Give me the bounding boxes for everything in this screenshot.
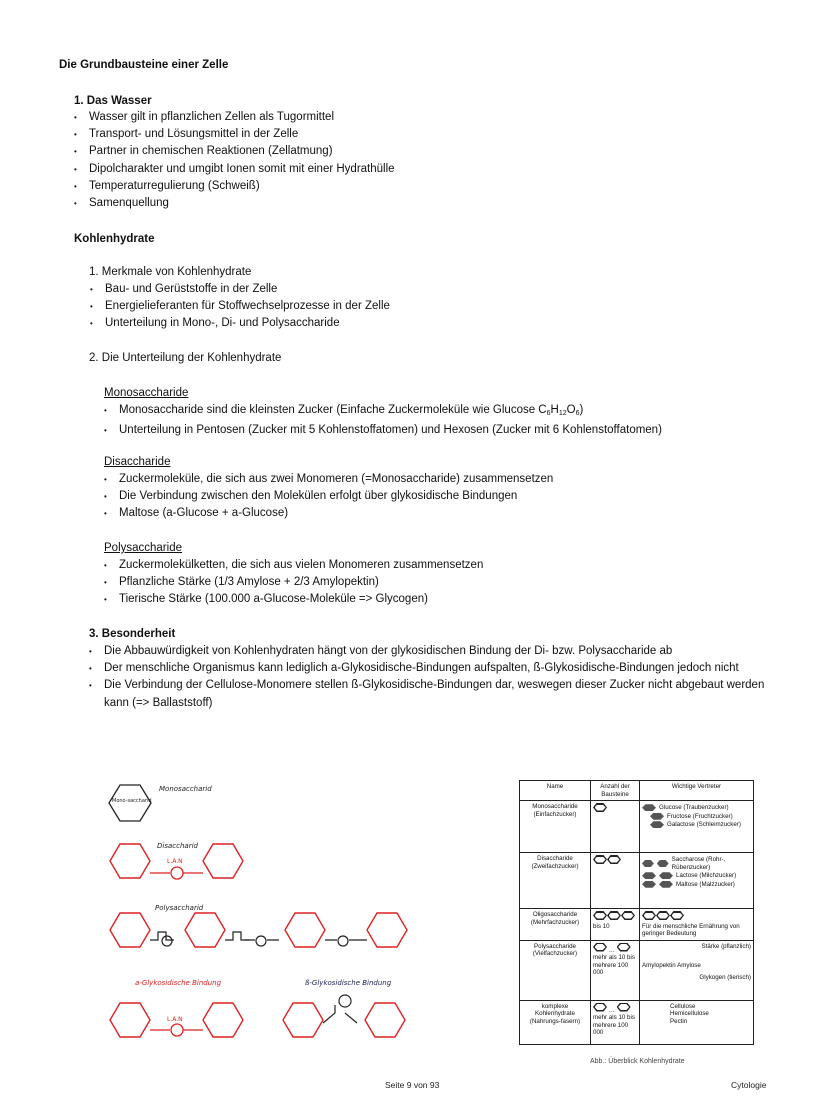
list-item: • Bau- und Gerüststoffe in der Zelle [89, 281, 390, 298]
list-item: • Wasser gilt in pflanzlichen Zellen als Tugormittel [73, 109, 395, 126]
row-name: Disaccharide (Zweifachzucker) [520, 853, 591, 909]
di-list [103, 471, 553, 523]
hexagon-icon [593, 911, 607, 920]
besonderheit-list [88, 643, 768, 712]
kohlenhydrate-heading: Kohlenhydrate [74, 233, 155, 245]
table-row [520, 940, 754, 1000]
row-reps: Saccharose (Rohr-, Rübenzucker) Lactose (Milchzucker) Maltose (Malzzucker) [640, 853, 754, 909]
list-item: • Transport- und Lösungsmittel in der Zelle [73, 126, 395, 143]
list-item: • Energielieferanten für Stoffwechselprozesse in der Zelle [89, 298, 390, 315]
table-row [520, 1000, 754, 1044]
hexagon-icon [607, 911, 621, 920]
row-name: Polysaccharide (Vielfachzucker) [520, 940, 591, 1000]
list-item: • Unterteilung in Mono-, Di- und Polysaccharide [89, 315, 390, 332]
page-title: Die Grundbausteine einer Zelle [59, 59, 229, 71]
di-label: Disaccharid [157, 842, 198, 850]
hexagon-icon [657, 860, 669, 867]
alpha-bond-label: L.A.N [167, 1016, 183, 1023]
table-header: Anzahl der Bausteine [591, 781, 640, 801]
row-count [591, 801, 640, 853]
table-row [520, 909, 754, 941]
hexagon-icon [642, 911, 656, 920]
list-item: • Partner in chemischen Reaktionen (Zellatmung) [73, 143, 395, 160]
row-name: Oligosaccharide (Mehrfachzucker) [520, 909, 591, 941]
list-item: • Tierische Stärke (100.000 a-Glucose-Moleküle => Glycogen) [103, 591, 483, 608]
hexagon-icon [593, 855, 607, 864]
poly-label: Polysaccharid [155, 904, 204, 912]
list-item: • Die Verbindung zwischen den Molekülen erfolgt über glykosidische Bindungen [103, 488, 553, 505]
hexagon-icon [656, 911, 670, 920]
list-item: • Unterteilung in Pentosen (Zucker mit 5 Kohlenstoffatomen) und Hexosen (Zucker mit 6 Kohlenstoffatomen) [103, 422, 662, 439]
hexagon-icon [642, 804, 656, 811]
hexagon-icon [642, 872, 656, 879]
hexagon-icon [650, 821, 664, 828]
list-item: • Maltose (a-Glucose + a-Glucose) [103, 505, 553, 522]
table-row [520, 801, 754, 853]
hexagon-icon [642, 881, 656, 888]
section-label: Cytologie [731, 1080, 767, 1090]
mono-label: Monosaccharid [159, 785, 212, 793]
poly-heading: Polysaccharide [104, 542, 182, 554]
beta-label: ß-Glykosidische Bindung [305, 979, 392, 987]
list-item: • Pflanzliche Stärke (1/3 Amylose + 2/3 Amylopektin) [103, 574, 483, 591]
list-item: • Zuckermolekülketten, die sich aus vielen Monomeren zusammensetzen [103, 557, 483, 574]
hexagon-icon [607, 855, 621, 864]
poly-list [103, 557, 483, 609]
row-count: … mehr als 10 bis mehrere 100 000 [591, 1000, 640, 1044]
row-reps: Stärke (pflanzlich) Amylopektin Amylose Glykogen (tierisch) [640, 940, 754, 1000]
hexagon-icon [593, 943, 607, 952]
hexagon-icon [617, 1003, 631, 1012]
di-bond-label: L.A.N [167, 858, 183, 865]
row-name: Monosaccharide (Einfachzucker) [520, 801, 591, 853]
mono-list [103, 402, 662, 439]
di-heading: Disaccharide [104, 456, 171, 468]
list-item: • Monosaccharide sind die kleinsten Zucker (Einfache Zuckermoleküle wie Glucose $C_6H_{12}O_6$) [103, 402, 662, 422]
besonderheit-heading: 3. Besonderheit [89, 628, 176, 640]
row-count: … mehr als 10 bis mehrere 100 000 [591, 940, 640, 1000]
table-header: Wichtige Vertreter [640, 781, 754, 801]
wasser-heading: 1. Das Wasser [74, 95, 152, 107]
mono-heading: Monosaccharide [104, 387, 189, 399]
merkmale-heading: 1. Merkmale von Kohlenhydrate [89, 266, 252, 278]
row-count: bis 10 [591, 909, 640, 941]
table-header: Name [520, 781, 591, 801]
row-reps: Cellulose HemiceIlulose Pectin [640, 1000, 754, 1044]
list-item: • Die Verbindung der Cellulose-Monomere stellen ß-Glykosidische-Bindungen dar, weswegen dieser Zucker nicht abgebaut werden kann (=> Ballaststoff) [88, 677, 768, 711]
unterteilung-heading: 2. Die Unterteilung der Kohlenhydrate [89, 352, 282, 364]
hexagon-icon [670, 911, 684, 920]
mono-inner-label: Mono-saccharid [112, 798, 152, 804]
row-reps: Für die menschliche Ernährung von geringer Bedeutung [640, 909, 754, 941]
hexagon-icon [593, 1003, 607, 1012]
alpha-label: a-Glykosidische Bindung [135, 979, 222, 987]
page-number: Seite 9 von 93 [385, 1080, 440, 1090]
list-item: • Samenquellung [73, 195, 395, 212]
list-item: • Temperaturregulierung (Schweiß) [73, 178, 395, 195]
row-reps: Glucose (Traubenzucker) Fructose (Fruchtzucker) Galactose (Schleimzucker) [640, 801, 754, 853]
hexagon-icon [659, 881, 673, 888]
wasser-list [73, 109, 395, 212]
hexagon-icon [642, 860, 654, 867]
hexagon-icon [650, 813, 664, 820]
row-count [591, 853, 640, 909]
hexagon-icon [617, 943, 631, 952]
row-name: komplexe Kohlenhydrate (Nahrungs-fasern) [520, 1000, 591, 1044]
list-item: • Der menschliche Organismus kann lediglich a-Glykosidische-Bindungen aufspalten, ß-Glykosidische-Bindungen jedoch nicht [88, 660, 768, 677]
hexagon-icon [593, 803, 607, 812]
hexagon-icon [621, 911, 635, 920]
list-item: • Zuckermoleküle, die sich aus zwei Monomeren (=Monosaccharide) zusammensetzen [103, 471, 553, 488]
hexagon-icon [659, 872, 673, 879]
kohlenhydrate-table [519, 780, 754, 1041]
table-row [520, 853, 754, 909]
merkmale-list [89, 281, 390, 333]
figure-caption: Abb.: Überblick Kohlenhydrate [590, 1058, 685, 1065]
saccharide-sketch [95, 775, 425, 1045]
list-item: • Die Abbauwürdigkeit von Kohlenhydraten hängt von der glykosidischen Bindung der Di- bzw. Polysaccharide ab [88, 643, 768, 660]
list-item: • Dipolcharakter und umgibt Ionen somit mit einer Hydrathülle [73, 161, 395, 178]
